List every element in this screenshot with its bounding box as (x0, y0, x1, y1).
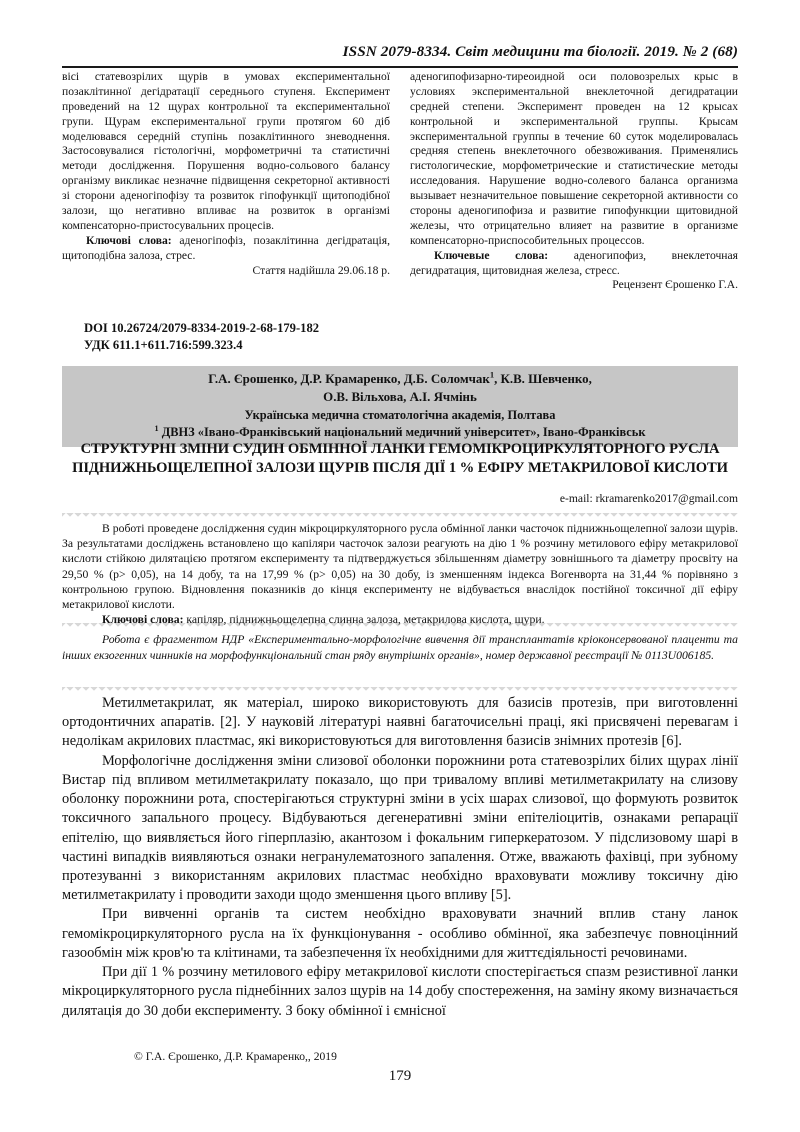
contact-email: e-mail: rkramarenko2017@gmail.com (559, 492, 738, 505)
decorative-zigzag-bottom (62, 687, 738, 694)
authors-names-primary-tail: , К.В. Шевченко, (494, 372, 592, 386)
authors-line-2: О.В. Вільхова, А.І. Ячмінь (323, 390, 477, 405)
authors-names-primary: Г.А. Єрошенко, Д.Р. Крамаренко, Д.Б. Соломчак (208, 372, 490, 386)
decorative-zigzag-top (62, 513, 738, 520)
article-keywords-value: капіляр, піднижньощелепна слинна залоза, метакрилова кислота, щури. (186, 613, 545, 627)
affiliation-marker-2: 1 (154, 424, 159, 434)
keywords-label-russian: Ключевые слова: (434, 248, 549, 262)
copyright-line: © Г.А. Єрошенко, Д.Р. Крамаренко,, 2019 (134, 1050, 337, 1063)
page-number: 179 (388, 1068, 412, 1084)
body-paragraph: Морфологічне дослідження зміни слизової оболонки порожнини рота статевозрілих білих щурах лінії Вистар під впливом метилметакрилату показало, що при тривалому впливі метилметакрилату на слизову оболонку порожнини рота, спостерігаються структурні зміни в усіх шарах слизової, що формують розвиток токсичного запального процесу. Відбуваються дегенеративні зміни епітеліоцитів, ознаками репарації епітелію, що виявляється його гіперплазію, акантозом і фокальним гиперкератозом. У підслизовому шарі в частині випадків виявляються ознаки негранулематозного запалення. Отже, вважають фахівці, при зубному протезуванні з використанням акрилових пластмас необхідно враховувати можливу токсичну дію метилметакрилату і проводити заходи щодо зменшення цього впливу [5]. (62, 752, 738, 904)
body-paragraph: При вивченні органів та систем необхідно враховувати значний вплив стану ланок гемомікроциркуляторного русла на їх функціонування - особливо обмінної, яка забезпечує повноцінний газообмін між кров'ю та клітинами, та забезпечення їх необхідними для життєдіяльності речовинами. (62, 906, 738, 961)
doi-line: DOI 10.26724/2079-8334-2019-2-68-179-182 (84, 321, 320, 335)
udk-line: УДК 611.1+611.716:599.323.4 (84, 337, 243, 352)
header-rule (62, 66, 738, 68)
affiliation-2-text: ДВНЗ «Івано-Франківський національний медичний університет», Івано-Франківськ (161, 425, 646, 440)
body-paragraph: При дії 1 % розчину метилового ефіру метакрилової кислоти спостерігається спазм резистивної ланки мікроциркуляторного русла піднебінних залоз щурів на 14 добу спостереження, на заміну якому визначається дилятація до 30 доби експерименту. З боку обмінної і ємнісної (62, 964, 738, 1019)
decorative-zigzag-middle (62, 623, 738, 630)
authors-line-1 (68, 370, 732, 388)
funding-note (62, 632, 738, 663)
article-abstract-text: В роботі проведене дослідження судин мікроциркуляторного русла обмінної ланки часточок піднижньощелепної залози щурів. За результатами досліджень встановлено що капіляри часточок залози реагують на дію 1 % розчину метилового ефіру метакрилової кислоти стійкою дилятацією протягом експерименту та підтверджується збільшенням діаметру зовнішнього та діаметру просвіту на 29,50 % (р> 0,05), на 14 добу, та на 17,99 % (р> 0,05) на 30 добу, із зменшенням індекса Вогенворта на 31,44 % порівняно з контрольною групою. Відновлення показників до кінця експерименту не відбувається внаслідок постійної токсичної дії ефіру метакрилової кислоти. (62, 522, 738, 612)
keywords-value-russian: аденогипофиз, внеклеточная дегидратация, щитовидная железа, стресс. (410, 248, 738, 277)
body-paragraph: Метилметакрилат, як матеріал, широко використовують для базисів протезів, при виготовленні ортодонтичних апаратів. [2]. У науковій літературі наявні багаточисельні праці, які присвячені перевагам і недолікам акрилових пластмас, які використовуються для виготовлення базисів знімних протезів [6]. (62, 695, 738, 750)
keywords-value-ukrainian: аденогіпофіз, позаклітинна дегідратація, щитоподібна залоза, стрес. (62, 233, 390, 262)
authors-block (62, 366, 738, 447)
previous-article-abstracts (62, 70, 738, 293)
affiliation-line-1: Українська медична стоматологічна академія, Полтава (244, 407, 556, 422)
running-head: ISSN 2079-8334. Світ медицини та біології. 2019. № 2 (68) (342, 43, 738, 60)
affiliation-marker-1: 1 (489, 369, 495, 380)
article-title: СТРУКТУРНІ ЗМІНИ СУДИН ОБМІННОЇ ЛАНКИ ГЕМОМІКРОЦИРКУЛЯТОРНОГО РУСЛА ПІДНИЖНЬОЩЕЛЕПНОЇ ЗАЛОЗИ ЩУРІВ ПІСЛЯ ДІЇ 1 % ЕФІРУ МЕТАКРИЛОВОЇ КИСЛОТИ (72, 441, 728, 477)
reviewer-line: Рецензент Єрошенко Г.А. (612, 278, 738, 292)
abstract-russian-body: аденогипофизарно-тиреоидной оси половозрелых крыс в условиях экспериментальной внеклеточной дегидратации средней степени. Эксперимент проведен на 12 крысах контрольной и экспериментальной группы. Крысам экспериментальной группы в течение 60 суток моделировалась средняя степень внеклеточного обезвоживания. Применялись гистологические, морфометрические и статистические методы исследования. Нарушение водно-солевого баланса организма вызывает незначительное повышение секреторной активности со стороны аденогипофиза и развитие гипофункции щитовидной железы, что отрицательно влияет на развитие в организме компенсаторно-приспособительных процессов. (410, 70, 738, 247)
keywords-label-ukrainian: Ключові слова: (86, 233, 172, 247)
received-date: Стаття надійшла 29.06.18 р. (252, 263, 390, 277)
abstract-russian-keywords (410, 249, 738, 279)
article-body (62, 694, 738, 1021)
identifier-block (84, 320, 319, 353)
abstract-ukrainian-keywords (62, 234, 390, 264)
funding-note-text: Робота є фрагментом НДР «Експериментально-морфологічне вивчення дії трансплантатів кріоконсервованої плаценти та інших екзогенних чинників на морфофункціональний стан ряду внутрішніх органів», номер державної реєстрації № 0113U006185. (62, 633, 738, 662)
article-abstract (62, 521, 738, 627)
abstract-column-ukrainian (62, 70, 390, 293)
article-keywords-label: Ключові слова: (102, 613, 184, 627)
abstract-ukrainian-body: вісі статевозрілих щурів в умовах експериментальної позаклітинної дегідратації середнього ступеня. Експеримент проведений на 12 щурах контрольної та експериментальної групи. Щурам експериментальної групи протягом 60 діб моделювався середній ступінь позаклітинного зневоднення. Застосовувалися гістологічні, морфометричні та статистичні методи дослідження. Порушення водно-сольового балансу організму викликає незначне підвищення секреторної активності зі сторони аденогіпофізу та розвиток гіпофункції щитоподібної залози, що негативно впливає на розвиток в організмі компенсаторно-пристосувальних процесів. (62, 70, 390, 232)
abstract-column-russian (410, 70, 738, 293)
